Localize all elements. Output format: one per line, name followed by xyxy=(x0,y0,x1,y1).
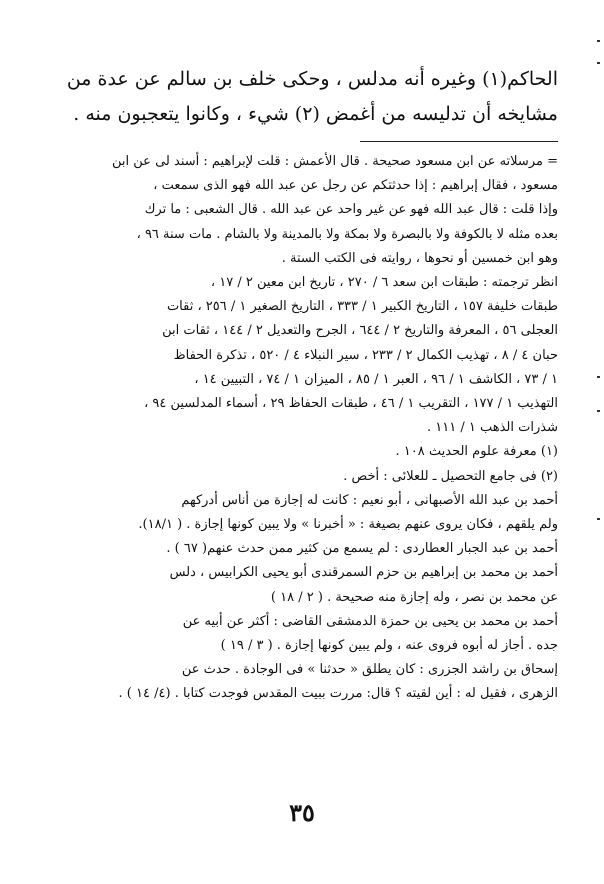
translation-sources-line: التهذيب ١ / ١٧٧ ، التقريب ١ / ٤٦ ، طبقات الحفاظ ٢٩ ، أسماء المدلسين ٩٤ ، xyxy=(144,396,558,412)
footnote-1: (١) معرفة علوم الحديث ١٠٨ . xyxy=(395,444,558,460)
narrator-entry-line: الزهرى ، فقيل له : أين لقيته ؟ قال: مررت ببيت المقدس فوجدت كتابا . (٤/ ١٤ ) . xyxy=(118,686,558,702)
scan-edge-mark xyxy=(597,518,600,520)
narrator-entry-line: أحمد بن محمد بن إبراهيم بن حزم السمرقندى أبو يحيى الكرابيس ، دلس xyxy=(169,565,558,581)
narrator-entry-line: إسحاق بن راشد الجزرى : كان يطلق « حدثنا » فى الوجادة . حدث عن xyxy=(181,662,558,678)
translation-sources-line: انظر ترجمته : طبقات ابن سعد ٦ / ٢٧٠ ، تاريخ ابن معين ٢ / ١٧ ، xyxy=(210,275,558,291)
scan-edge-mark xyxy=(597,62,600,64)
translation-sources-line: العجلى ٥٦ ، المعرفة والتاريخ ٢ / ٦٤٤ ، الجرح والتعديل ٢ / ١٤٤ ، ثقات ابن xyxy=(162,323,558,339)
footnote-continuation-line: وهو ابن خمسين أو نحوها ، روايته فى الكتب الستة . xyxy=(281,250,558,266)
translation-sources-line: شذرات الذهب ١ / ١١١ . xyxy=(427,420,558,436)
main-text-line-1: الحاكم(١) وغيره أنه مدلس ، وحكى خلف بن سالم عن عدة من xyxy=(66,68,558,90)
translation-sources-line: طبقات خليفة ١٥٧ ، التاريخ الكبير ١ / ٣٣٣ ، التاريخ الصغير ١ / ٢٥٦ ، ثقات xyxy=(166,299,558,315)
footnote-2: (٢) فى جامع التحصيل ـ للعلائى : أخص . xyxy=(343,468,558,484)
footnote-continuation-line: مسعود ، فقال إبراهيم : إذا حدثتكم عن رجل عن عبد الله فهو الذى سمعت ، xyxy=(153,178,558,194)
footnotes xyxy=(40,150,558,707)
footnote-divider xyxy=(360,141,558,142)
translation-sources-line: ١ / ٧٣ ، الكاشف ١ / ٩٦ ، العبر ١ / ٨٥ ، الميزان ١ / ٧٤ ، التبيين ١٤ ، xyxy=(194,371,558,387)
narrator-entry-line: أحمد بن عبد الجبار العطاردى : لم يسمع من كثير ممن حدث عنهم( ٦٧ ) . xyxy=(166,541,558,557)
scan-edge-mark xyxy=(597,376,600,378)
footnote-continuation-line: = مرسلاته عن ابن مسعود صحيحة . قال الأعمش : قلت لإبراهيم : أسند لى عن ابن xyxy=(112,154,558,169)
scan-edge-mark xyxy=(597,410,600,412)
footnote-continuation-line: وإذا قلت : قال عبد الله فهو عن غير واحد عن عبد الله . قال الشعبى : ما ترك xyxy=(144,202,558,218)
narrator-entry-line: عن محمد بن نصر ، وله إجازة منه صحيحة . ( ٢ / ١٨ ) xyxy=(270,589,558,605)
narrator-entry-line: أحمد بن محمد بن يحيى بن حمزة الدمشقى القاضى : أكثر عن أبيه عن xyxy=(182,613,558,629)
translation-sources-line: حبان ٤ / ٨ ، تهذيب الكمال ٢ / ٢٣٣ ، سير النبلاء ٤ / ٥٢٠ ، تذكرة الحفاظ xyxy=(173,347,558,363)
main-text-line-2: مشايخه أن تدليسه من أغمض (٢) شيء ، وكانوا يتعجبون منه . xyxy=(73,103,558,125)
narrator-entry-line: ولم يلقهم ، فكان يروى عنهم بصيغة : « أخبرنا » ولا يبين كونها إجازة . ( ١٨/١). xyxy=(138,517,558,533)
narrator-entry-line: أحمد بن عبد الله الأصبهانى ، أبو نعيم : كانت له إجازة من أناس أدركهم xyxy=(181,492,558,508)
page-number: ٣٥ xyxy=(289,798,315,827)
main-text xyxy=(48,62,558,132)
narrator-entry-line: جده . أجاز له أبوه فروى عنه ، ولم يبين كونها إجازة . ( ٣ / ١٩ ) xyxy=(220,638,558,654)
footnote-continuation-line: بعده مثله لا بالكوفة ولا بالبصرة ولا بمكة ولا بالمدينة ولا بالشام . مات سنة ٩٦ ، xyxy=(136,226,558,242)
scan-edge-mark xyxy=(597,40,600,42)
